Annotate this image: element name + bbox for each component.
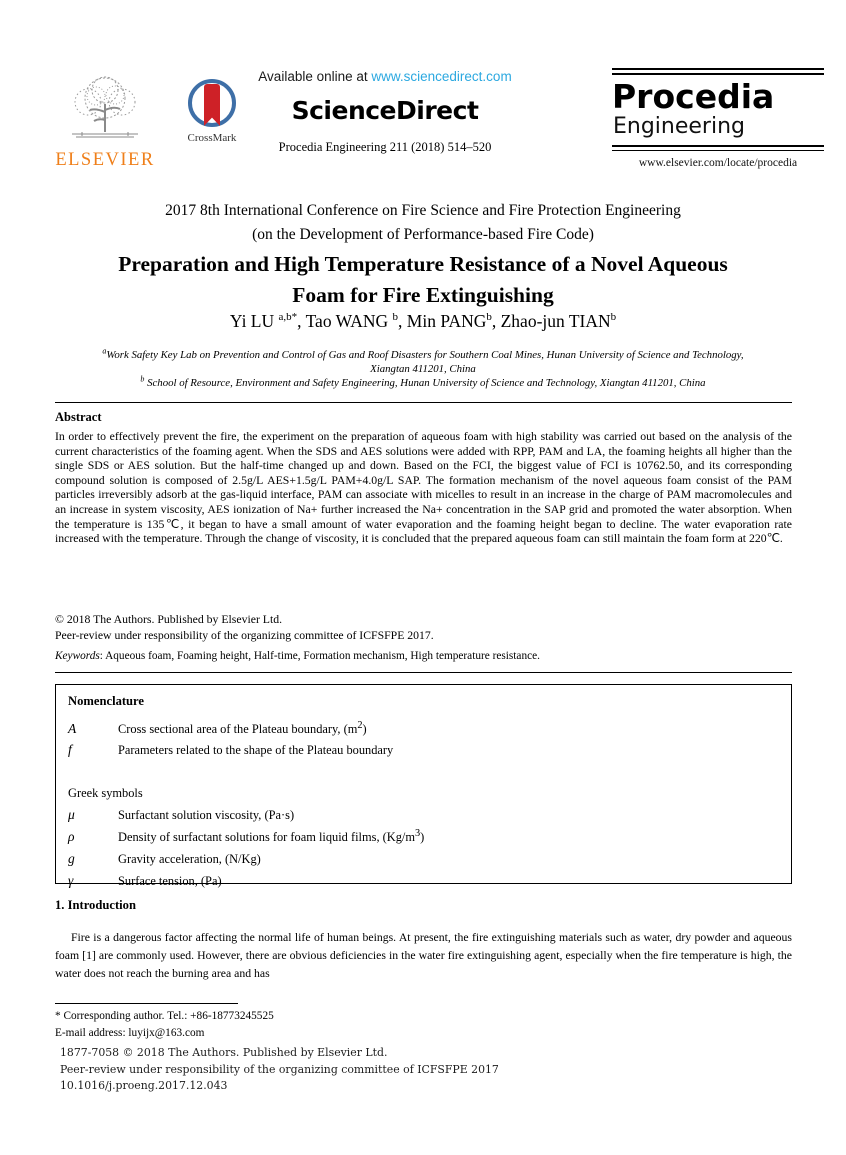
imprint-block (60, 1045, 660, 1095)
divider (55, 672, 792, 673)
nomenclature-row: μ Surfactant solution viscosity, (Pa·s) (68, 807, 295, 822)
sciencedirect-link[interactable]: www.sciencedirect.com (371, 69, 512, 84)
masthead-rule-bottom (612, 145, 824, 147)
divider (55, 402, 792, 403)
available-online-line: Available online at www.sciencedirect.com (258, 69, 512, 84)
author-line (0, 311, 846, 332)
nomenclature-heading: Nomenclature (68, 694, 145, 708)
crossmark-badge[interactable] (183, 79, 241, 144)
elsevier-tree-icon (58, 131, 152, 148)
author: Yi LU $^{a,b*}$ (229, 311, 298, 331)
copyright-block (55, 612, 792, 643)
corresponding-author-note: * Corresponding author. Tel.: +86-18773245525 (55, 1010, 274, 1022)
masthead-rule-top (612, 68, 824, 70)
nomenclature-box (55, 684, 792, 888)
affiliations (0, 348, 846, 390)
elsevier-wordmark: ELSEVIER (55, 150, 155, 170)
procedia-subtitle: Engineering (613, 113, 745, 139)
sciencedirect-logo: ScienceDirect (291, 96, 479, 125)
copyright-line: © 2018 The Authors. Published by Elsevier Ltd. (55, 613, 283, 626)
peer-review-line: Peer-review under responsibility of the organizing committee of ICFSFPE 2017. (55, 628, 434, 642)
affiliation-a: $^a$Work Safety Key Lab on Prevention and Control of Gas and Roof Disasters for Southern Coal Mines, Hunan University of Science and Technology, (102, 346, 744, 361)
page-title: Preparation and High Temperature Resistance of a Novel Aqueous Foam for Fire Extinguishing (118, 252, 728, 307)
masthead-rule-bottom2 (612, 150, 824, 152)
introduction-heading: 1. Introduction (55, 898, 136, 912)
affiliation-b: $^b$ School of Resource, Environment and Safety Engineering, Hunan University of Science and Technology, Xiangtan 411201, China (140, 374, 706, 389)
nomenclature-row: g Gravity acceleration, (N/Kg) (68, 851, 261, 866)
keywords-line: Keywords: Aqueous foam, Foaming height, Half-time, Formation mechanism, High temperature resistance. (55, 650, 540, 662)
procedia-masthead (612, 68, 824, 169)
author: , Min PANG$^b$ (398, 311, 492, 331)
nomenclature-row: A Cross sectional area of the Plateau boundary, $(m^2)$ (68, 719, 367, 736)
nomenclature-row: f Parameters related to the shape of the Plateau boundary (68, 741, 394, 757)
masthead-rule-top2 (612, 73, 824, 75)
introduction-paragraph: Fire is a dangerous factor affecting the normal life of human beings. At present, the fire extinguishing materials such as water, dry powder and aqueous foam [1] are commonly used. However, there are obvious deficiencies in the water fire extinguishing agent, especially when the fire temperature is high, the water does not reach the burning area and has (55, 931, 792, 980)
author: , Zhao-jun TIAN$^b$ (491, 311, 617, 331)
doi-line: 10.1016/j.proeng.2017.12.043 (60, 1079, 228, 1092)
issn-copyright-line: 1877-7058 © 2018 The Authors. Published by Elsevier Ltd. (60, 1046, 388, 1059)
procedia-title: Procedia (612, 76, 775, 116)
nomenclature-row: ρ Density of surfactant solutions for foam liquid films, $(Kg/m^3)$ (68, 827, 425, 844)
imprint-peer-review-line: Peer-review under responsibility of the organizing committee of ICFSFPE 2017 (60, 1062, 499, 1076)
abstract-heading: Abstract (55, 410, 102, 424)
greek-symbols-heading: Greek symbols (68, 786, 143, 800)
procedia-url: www.elsevier.com/locate/procedia (638, 157, 798, 169)
nomenclature-row: γ Surface tension, (Pa) (68, 873, 222, 888)
elsevier-logo (54, 74, 156, 171)
affiliation-a-cont: Xiangtan 411201, China (370, 363, 476, 375)
conference-title: 2017 8th International Conference on Fire Science and Fire Protection Engineering (on the Development of Performance-based Fire Code) (165, 202, 681, 243)
email-note: E-mail address: luyijx@163.com (55, 1027, 205, 1039)
footnote-rule (55, 1003, 238, 1004)
crossmark-icon (188, 79, 236, 131)
abstract-body: In order to effectively prevent the fire, the experiment on the preparation of aqueous foam with high stability was carried out based on the analysis of the current characteristics of the foaming agent. When the SDS and AES solutions were added with RPP, PAM and LA, the foaming heights all higher than the single SDS or AES solution. But the half-time changed up and down. Based on the FCI, the biggest value of FCI is 10762.50, and its corresponding compound solution is composed of 2.5g/L AES+1.5g/L PAM+4.0g/L SAP. The formation mechanism of the novel aqueous foam consist of the PAM particles irreversibly adsorb at the gas-liquid interface, PAM can associate with micelles to result in an increase in the charge of PAM macromolecules and an increase in system viscosity, AES ionization of Na+ further increased the Na+ concentration in the SAP grid and promoted the water absorption. When the temperature is 135℃, it began to have a small amount of water evaporation and the foaming height began to decline. The water evaporation rate increased with the temperature. Through the change of viscosity, it is concluded that the prepared aqueous foam can still maintain the foam form at 220℃. (55, 430, 792, 546)
crossmark-label: CrossMark (187, 132, 237, 144)
journal-reference: Procedia Engineering 211 (2018) 514–520 (278, 140, 492, 154)
author: , Tao WANG $^b$ (297, 311, 399, 331)
